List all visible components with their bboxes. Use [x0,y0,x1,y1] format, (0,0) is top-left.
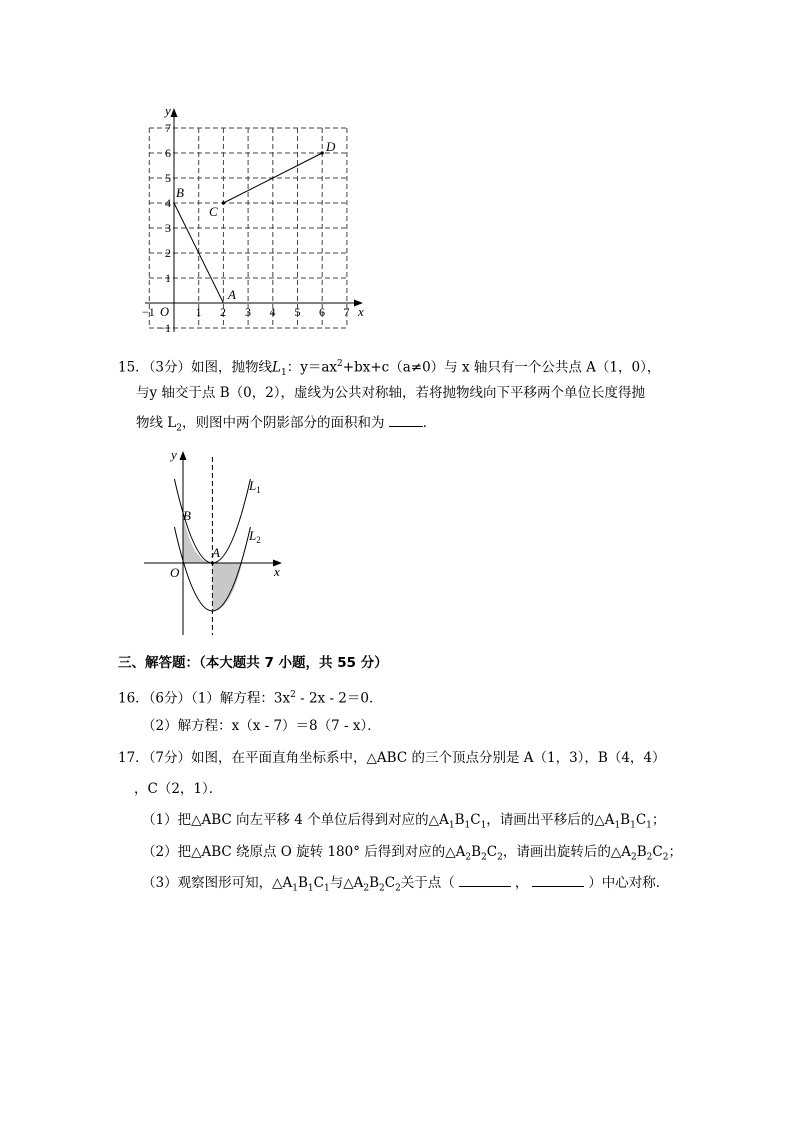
x-tick: 3 [245,305,251,319]
x-tick: 1 [195,305,202,319]
x-tick: 7 [343,305,350,319]
y-tick: 2 [165,246,171,260]
label-A: A [228,287,236,302]
y-tick: 6 [165,146,171,160]
y-tick: 1 [165,271,171,285]
q17-part-3: （3）观察图形可知，$\triangle A_1B_1C_1$与$\triangle A_2B_2C_2$关于点（ ， ）中心对称． [142,875,670,894]
origin-label: O [170,565,180,580]
q17-answer-blank-x[interactable] [459,874,511,887]
y-axis-arrow [180,451,187,460]
q16-score: （6分） [148,690,192,707]
label-L1: $L_1$ [249,478,261,495]
y-tick: −1 [158,321,171,335]
x-tick: −1 [142,305,155,319]
q15-score: （3分） [148,359,192,376]
q15-line-1: 15．（3分）如图，抛物线$L_1$：$y=ax^2+bx+c(a\ne 0)$与 x 轴只有一个公共点 A（1，0）， [118,359,661,379]
origin-label: O [160,305,170,319]
shaded-region-right [212,563,242,611]
q16-number: 16． [118,690,149,707]
label-D: D [326,139,336,154]
point-A [211,561,214,564]
label-L2: $L_2$ [249,528,261,545]
x-tick: 6 [319,305,325,319]
x-tick: 4 [269,305,276,319]
q17-line-2: ，C（2，1）． [134,781,223,797]
y-axis-arrow [171,108,178,117]
q17-score: （7分） [148,750,192,766]
figure-15-parabolas [138,445,288,640]
q15-number: 15． [118,359,149,376]
y-tick: 3 [165,221,171,235]
q16-line-2: （2）解方程：x（x - 7）＝8（7 - x）． [142,718,381,734]
y-tick: 4 [165,196,171,210]
label-B: B [176,185,184,200]
q17-line-1: 17．（7分）如图，在平面直角坐标系中，△ABC 的三个顶点分别是 A（1，3），B（4，4） [118,750,666,766]
y-axis-label: y [165,103,171,118]
x-tick: 2 [220,305,226,319]
q17-answer-blank-y[interactable] [532,874,584,887]
y-tick: 7 [165,121,171,135]
point-C [222,201,225,204]
y-tick: 5 [165,171,171,185]
q17-part-1: （1）把△ABC 向左平移 4 个单位后得到对应的$\triangle A_1B_1C_1$，请画出平移后的$\triangle A_1B_1C_1$； [142,812,666,831]
label-B: B [183,508,191,523]
label-C: C [209,204,218,219]
section-3-heading: 三、解答题：（本大题共 7 小题，共 55 分） [118,655,388,671]
x-tick-labels [142,305,350,319]
label-A: A [212,545,220,560]
grid-lines [149,128,347,328]
x-axis-label: x [274,564,280,579]
q15-line-3: 物线 $L_2$，则图中两个阴影部分的面积和为 ． [136,415,437,434]
point-D [321,151,324,154]
x-tick: 5 [294,305,301,319]
q15-line-2: 与y 轴交于点 B（0，2），虚线为公共对称轴，若将抛物线向下平移两个单位长度得抛 [136,385,646,401]
q16-line-1: 16．（6分）（1）解方程：$3x^2 - 2x - 2=0$． [118,690,383,707]
y-axis-label: y [171,447,177,462]
figure-14-grid [135,100,375,340]
q17-part-2: （2）把△ABC 绕原点 O 旋转 180° 后得到对应的$\triangle A_2B_2C_2$，请画出旋转后的$\triangle A_2B_2C_2$； [142,844,682,863]
q15-answer-blank[interactable] [389,414,423,427]
q17-number: 17． [118,750,149,766]
x-axis-label: x [358,304,364,319]
